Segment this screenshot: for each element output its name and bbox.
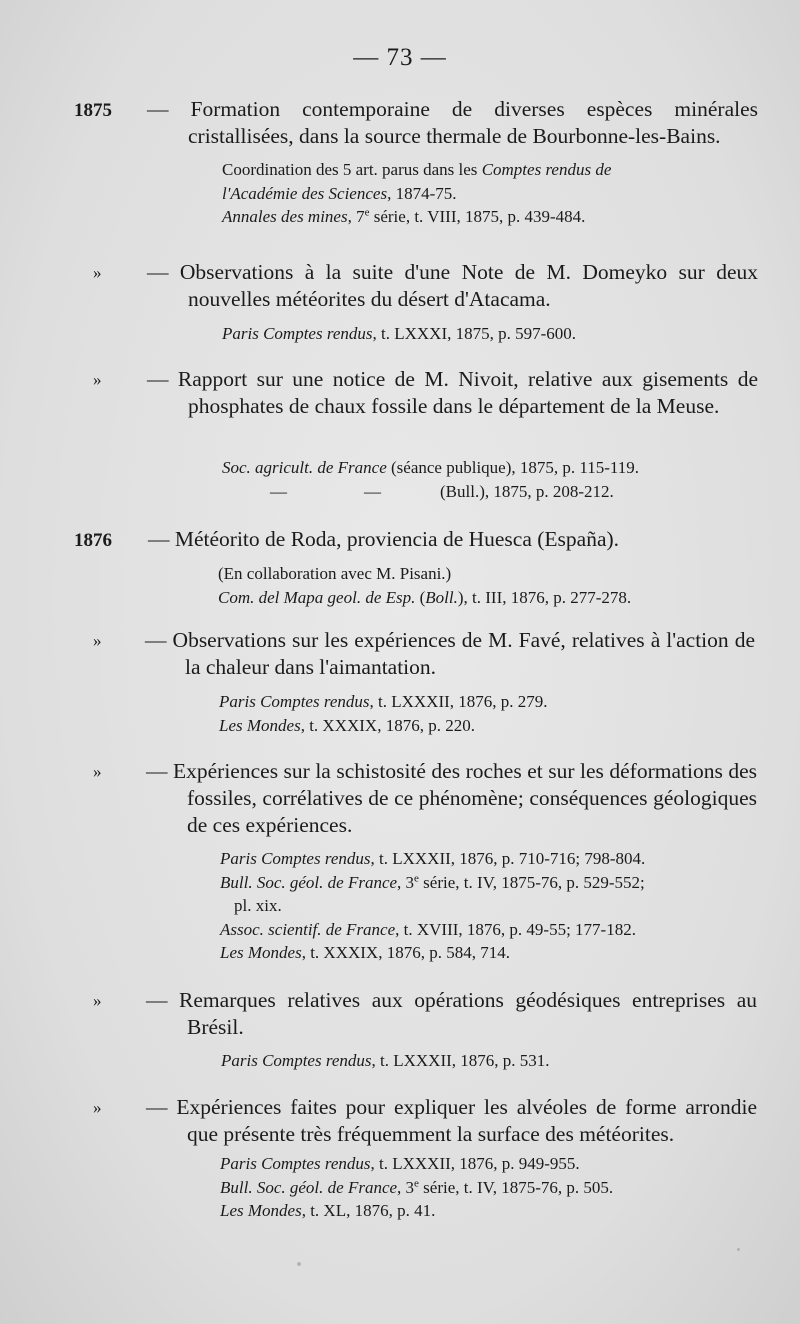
reference-line: Bull. Soc. géol. de France, 3e série, t. IV, 1875-76, p. 529-552; [220,871,645,892]
reference-line: Coordination des 5 art. parus dans les Comptes rendus de [222,160,612,179]
entry-title: — Rapport sur une notice de M. Nivoit, relative aux gisements de phosphates de chaux fossile dans le département de la Meuse. [147,367,758,418]
ditto-mark: » [93,1098,102,1117]
reference-line: Annales des mines, 7e série, t. VIII, 1875, p. 439-484. [222,206,586,226]
reference-line: l'Académie des Sciences, 1874-75. [222,183,457,203]
reference-line: pl. xix. [234,896,282,915]
entry-references [220,1152,760,1223]
entry-references [222,456,762,503]
reference-line: Les Mondes, t. XXXIX, 1876, p. 220. [219,715,475,735]
page-number: — 73 — [353,44,447,71]
ditto-mark: » [93,370,102,389]
reference-line: Paris Comptes rendus, t. LXXXII, 1876, p. 531. [221,1051,550,1070]
entry-year: 1875 [74,100,112,121]
reference-line: Assoc. scientif. de France, t. XVIII, 1876, p. 49-55; 177-182. [220,919,636,939]
entry-references [221,1049,761,1073]
entry-title: — Formation contemporaine de diverses espèces minérales cristallisées, dans la source thermale de Bourbonne-les-Bains. [147,97,758,148]
entry-title: — Expériences faites pour expliquer les alvéoles de forme arrondie que présente très fréquemment la surface des météorites. [146,1095,757,1146]
entry-year: 1876 [74,530,112,551]
entry-title: — Expériences sur la schistosité des roches et sur les déformations des fossiles, corrélatives de ce phénomène; conséquences géologiques de ces expériences. [146,759,757,837]
reference-line: Les Mondes, t. XL, 1876, p. 41. [220,1201,436,1220]
reference-line: Les Mondes, t. XXXIX, 1876, p. 584, 714. [220,943,510,962]
reference-line: Paris Comptes rendus, t. LXXXII, 1876, p. 279. [219,692,548,711]
entry-references [218,562,758,609]
scan-speck [737,1248,740,1251]
entry-references [222,322,762,346]
reference-line: Paris Comptes rendus, t. LXXXII, 1876, p. 710-716; 798-804. [220,849,646,868]
entry-references [219,690,759,737]
entry-title: — Observations à la suite d'une Note de M. Domeyko sur deux nouvelles météorites du désert d'Atacama. [147,260,758,311]
ditto-mark: » [93,762,102,781]
reference-line: Paris Comptes rendus, t. LXXXI, 1875, p. 597-600. [222,324,577,343]
reference-line: (En collaboration avec M. Pisani.) [218,564,452,583]
ditto-mark: » [93,263,102,282]
entry-references [220,847,760,965]
reference-line: — — (Bull.), 1875, p. 208-212. [270,481,614,501]
scan-speck [297,1262,301,1266]
entry-title: — Météorito de Roda, proviencia de Huesca (España). [148,527,620,551]
reference-line: Com. del Mapa geol. de Esp. (Boll.), t. III, 1876, p. 277-278. [218,587,632,607]
reference-line: Bull. Soc. géol. de France, 3e série, t. IV, 1875-76, p. 505. [220,1176,614,1197]
reference-line: Soc. agricult. de France (séance publique), 1875, p. 115-119. [222,458,640,477]
reference-line: Paris Comptes rendus, t. LXXXII, 1876, p. 949-955. [220,1154,580,1173]
entry-title: — Observations sur les expériences de M. Favé, relatives à l'action de la chaleur dans l'aimantation. [145,628,755,679]
entry-references [222,158,762,229]
ditto-mark: » [93,991,102,1010]
entry-title: — Remarques relatives aux opérations géodésiques entreprises au Brésil. [146,988,757,1039]
ditto-mark: » [93,631,102,650]
